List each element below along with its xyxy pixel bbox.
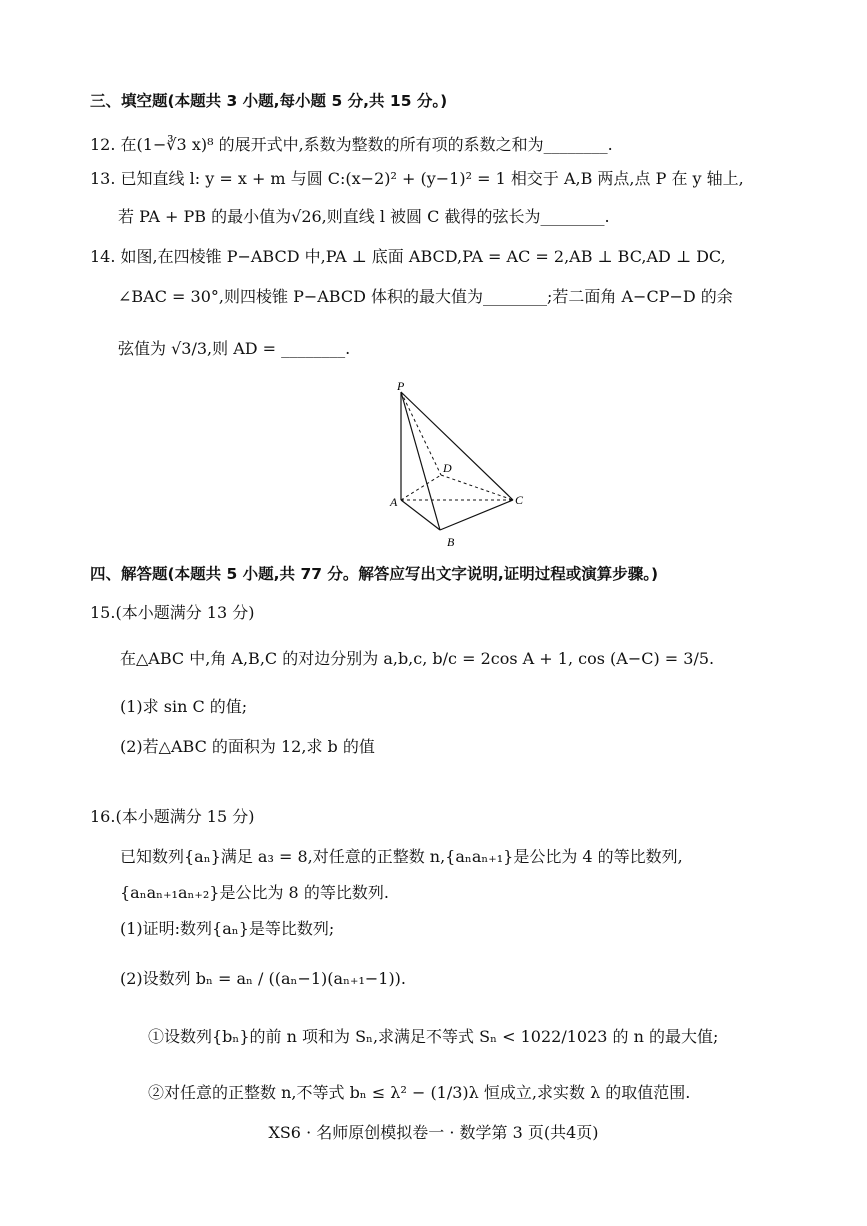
page-footer: XS6 · 名师原创模拟卷一 · 数学第 3 页(共4页) — [268, 1123, 599, 1142]
q14-line3: 弦值为 √3/3,则 AD = ________. — [118, 339, 351, 358]
edge-AB — [401, 500, 440, 530]
q16-part1: (1)证明:数列{aₙ}是等比数列; — [120, 919, 335, 938]
section3-heading: 三、填空题(本题共 3 小题,每小题 5 分,共 15 分。) — [90, 92, 448, 110]
q15-part1: (1)求 sin C 的值; — [120, 697, 248, 716]
q15-part2: (2)若△ABC 的面积为 12,求 b 的值 — [120, 737, 375, 756]
edge-PB — [401, 392, 440, 530]
label-P: P — [397, 380, 405, 393]
section4-heading: 四、解答题(本题共 5 小题,共 77 分。解答应写出文字说明,证明过程或演算步骤。) — [90, 565, 659, 583]
q16-stem1: 已知数列{aₙ}满足 a₃ = 8,对任意的正整数 n,{aₙaₙ₊₁}是公比为 4 的等比数列, — [120, 847, 683, 866]
q13-line2: 若 PA + PB 的最小值为√26,则直线 l 被圆 C 截得的弦长为________. — [118, 207, 610, 226]
edge-DC — [441, 475, 513, 500]
q14-line1: 14. 如图,在四棱锥 P−ABCD 中,PA ⊥ 底面 ABCD,PA = AC = 2,AB ⊥ BC,AD ⊥ DC, — [90, 247, 726, 266]
q16-stem2: {aₙaₙ₊₁aₙ₊₂}是公比为 8 的等比数列. — [120, 883, 389, 902]
q15-stem: 在△ABC 中,角 A,B,C 的对边分别为 a,b,c, b/c = 2cos A + 1, cos (A−C) = 3/5. — [120, 649, 715, 668]
q16-sub2: ②对任意的正整数 n,不等式 bₙ ≤ λ² − (1/3)λ 恒成立,求实数 λ 的取值范围. — [148, 1083, 691, 1102]
label-A: A — [390, 495, 398, 509]
edge-PC — [401, 392, 513, 500]
label-B: B — [447, 535, 455, 549]
pyramid-figure — [385, 380, 535, 550]
q13-line1: 13. 已知直线 l: y = x + m 与圆 C:(x−2)² + (y−1)² = 1 相交于 A,B 两点,点 P 在 y 轴上, — [90, 169, 744, 188]
q16-sub1: ①设数列{bₙ}的前 n 项和为 Sₙ,求满足不等式 Sₙ < 1022/1023 的 n 的最大值; — [148, 1027, 719, 1046]
q15-header: 15.(本小题满分 13 分) — [90, 603, 255, 622]
q16-part2: (2)设数列 bₙ = aₙ / ((aₙ−1)(aₙ₊₁−1)). — [120, 969, 407, 988]
label-D: D — [443, 461, 452, 475]
edge-BC — [440, 500, 513, 530]
edge-AD — [401, 475, 441, 500]
q14-line2: ∠BAC = 30°,则四棱锥 P−ABCD 体积的最大值为________;若二面角 A−CP−D 的余 — [118, 287, 733, 306]
q12-text: 12. 在(1−∛3 x)⁸ 的展开式中,系数为整数的所有项的系数之和为________. — [90, 135, 613, 154]
label-C: C — [515, 493, 524, 507]
q16-header: 16.(本小题满分 15 分) — [90, 807, 255, 826]
